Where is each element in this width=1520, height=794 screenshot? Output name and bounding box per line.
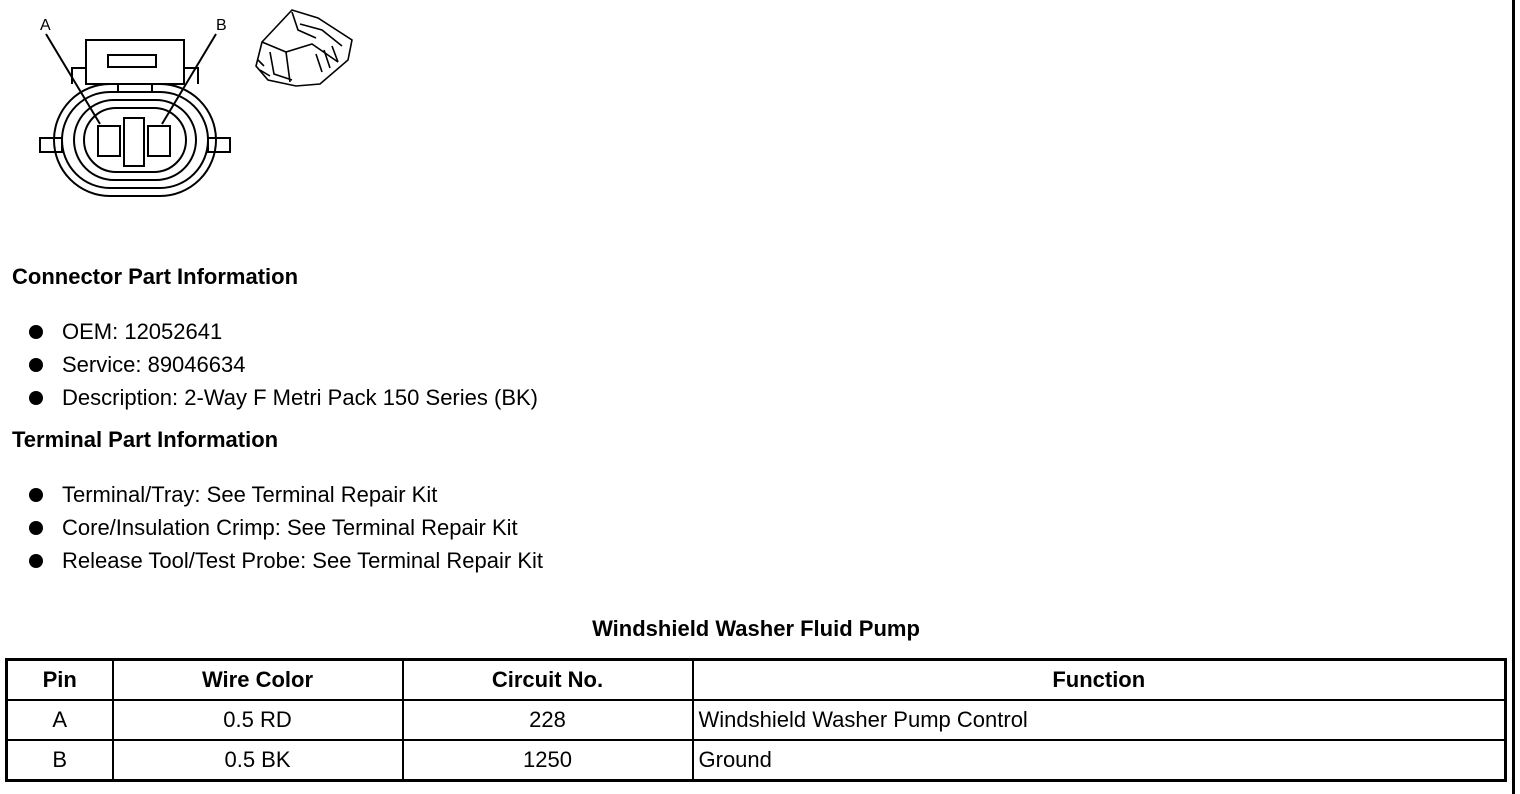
header-function: Function bbox=[693, 660, 1506, 701]
list-item-text: Terminal/Tray: See Terminal Repair Kit bbox=[62, 482, 438, 507]
list-item bbox=[0, 315, 538, 348]
cell-wire-color: 0.5 RD bbox=[113, 700, 403, 740]
cell-function: Windshield Washer Pump Control bbox=[693, 700, 1506, 740]
bullet-icon bbox=[29, 488, 43, 502]
terminal-part-list bbox=[0, 478, 543, 577]
cell-pin: B bbox=[7, 740, 113, 781]
header-wire-color: Wire Color bbox=[113, 660, 403, 701]
cell-wire-color: 0.5 BK bbox=[113, 740, 403, 781]
list-item bbox=[0, 478, 543, 511]
connector-3d-view bbox=[256, 10, 352, 86]
list-item bbox=[0, 348, 538, 381]
page-right-border bbox=[1512, 0, 1515, 794]
table-header-row bbox=[7, 660, 1506, 701]
list-item-text: Description: 2-Way F Metri Pack 150 Series (BK) bbox=[62, 385, 538, 410]
table-row bbox=[7, 740, 1506, 781]
table-row bbox=[7, 700, 1506, 740]
list-item-text: Release Tool/Test Probe: See Terminal Repair Kit bbox=[62, 548, 543, 573]
terminal-part-heading: Terminal Part Information bbox=[12, 427, 279, 452]
cell-function: Ground bbox=[693, 740, 1506, 781]
bullet-icon bbox=[29, 391, 43, 405]
list-item bbox=[0, 511, 543, 544]
cell-circuit-no: 1250 bbox=[403, 740, 693, 781]
bullet-icon bbox=[29, 521, 43, 535]
cell-pin: A bbox=[7, 700, 113, 740]
pin-table bbox=[5, 658, 1507, 782]
bullet-icon bbox=[29, 325, 43, 339]
connector-diagram bbox=[0, 0, 380, 210]
header-circuit-no: Circuit No. bbox=[403, 660, 693, 701]
bullet-icon bbox=[29, 358, 43, 372]
header-pin: Pin bbox=[7, 660, 113, 701]
cell-circuit-no: 228 bbox=[403, 700, 693, 740]
connector-part-list bbox=[0, 315, 538, 414]
pin-label-b: B bbox=[216, 17, 227, 34]
list-item bbox=[0, 544, 543, 577]
list-item-text: Core/Insulation Crimp: See Terminal Repair Kit bbox=[62, 515, 518, 540]
bullet-icon bbox=[29, 554, 43, 568]
pin-table-title: Windshield Washer Fluid Pump bbox=[592, 616, 920, 641]
list-item-text: OEM: 12052641 bbox=[62, 319, 223, 344]
connector-face-view bbox=[40, 34, 230, 196]
list-item bbox=[0, 381, 538, 414]
connector-part-heading: Connector Part Information bbox=[12, 264, 299, 289]
list-item-text: Service: 89046634 bbox=[62, 352, 246, 377]
pin-label-a: A bbox=[40, 17, 51, 34]
